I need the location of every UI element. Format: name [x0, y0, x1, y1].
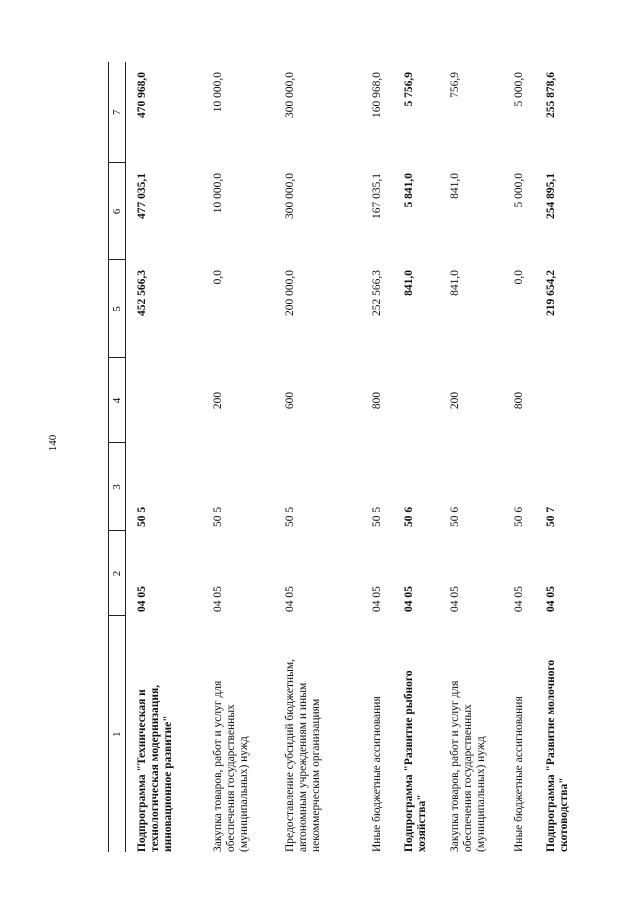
- row-value-5: 219 654,2: [545, 270, 557, 316]
- row-value-6: 841,0: [449, 173, 461, 199]
- row-name: Подпрограмма "Техническая и технологическая модернизация, инновационное развитие": [136, 684, 174, 852]
- row-name: Иные бюджетные ассигнования: [513, 696, 525, 852]
- table-row: [274, 62, 361, 852]
- row-name: Закупка товаров, работ и услуг для обеспечения государственных (муниципальных) нужд: [212, 680, 250, 852]
- row-value-5: 0,0: [212, 270, 224, 285]
- table-row: [503, 62, 535, 852]
- row-value-5: 452 566,3: [136, 270, 148, 316]
- row-program: 50 5: [371, 506, 383, 527]
- row-type: [535, 358, 577, 443]
- row-program: 50 5: [212, 506, 224, 527]
- header-col-1: 1: [109, 616, 126, 852]
- row-value-5: 200 000,0: [284, 270, 296, 316]
- row-name: Предоставление субсидий бюджетным, автономным учреждениям и иным некоммерческим организациям: [284, 658, 322, 852]
- row-value-6: 300 000,0: [284, 173, 296, 219]
- row-code: 04 05: [513, 586, 525, 612]
- header-col-5: 5: [109, 260, 126, 358]
- row-code: 04 05: [212, 586, 224, 612]
- table-row: [202, 62, 274, 852]
- row-value-5: 252 566,3: [371, 270, 383, 316]
- row-program: 50 5: [136, 506, 148, 527]
- row-code: 04 05: [371, 586, 383, 612]
- row-type: 800: [513, 391, 525, 410]
- budget-table: [108, 62, 577, 852]
- row-value-6: 10 000,0: [212, 173, 224, 214]
- row-value-6: 254 895,1: [545, 173, 557, 219]
- header-row: [109, 62, 126, 852]
- row-type: 600: [284, 391, 296, 410]
- page-number: 140: [47, 434, 59, 452]
- header-col-2: 2: [109, 531, 126, 616]
- row-program: 50 6: [449, 506, 461, 527]
- row-value-6: 5 841,0: [403, 173, 415, 208]
- document-sheet: [108, 62, 628, 852]
- row-name: Закупка товаров, работ и услуг для обеспечения государственных (муниципальных) нужд: [449, 680, 487, 852]
- header-col-4: 4: [109, 358, 126, 443]
- row-name: Иные бюджетные ассигнования: [371, 696, 383, 852]
- row-value-6: 167 035,1: [371, 173, 383, 219]
- row-value-7: 300 000,0: [284, 72, 296, 118]
- table-row: [439, 62, 503, 852]
- row-value-5: 841,0: [403, 270, 415, 296]
- row-value-7: 160 968,0: [371, 72, 383, 118]
- header-col-6: 6: [109, 163, 126, 260]
- row-code: 04 05: [136, 586, 148, 612]
- row-program: 50 5: [284, 506, 296, 527]
- row-program: 50 6: [513, 506, 525, 527]
- row-code: 04 05: [284, 586, 296, 612]
- row-value-7: 255 878,6: [545, 72, 557, 118]
- header-col-7: 7: [109, 62, 126, 163]
- row-type: [126, 358, 203, 443]
- row-name: Подпрограмма "Развитие молочного скотоводства": [545, 659, 570, 852]
- row-type: [393, 358, 439, 443]
- row-code: 04 05: [449, 586, 461, 612]
- row-code: 04 05: [545, 586, 557, 612]
- table-row: [535, 62, 577, 852]
- row-value-7: 756,9: [449, 72, 461, 98]
- row-type: 200: [449, 391, 461, 410]
- row-value-7: 10 000,0: [212, 72, 224, 113]
- row-value-7: 5 000,0: [513, 72, 525, 107]
- table-row: [361, 62, 393, 852]
- row-value-7: 470 968,0: [136, 72, 148, 118]
- row-program: 50 6: [403, 506, 415, 527]
- table-row: [126, 62, 203, 852]
- row-value-6: 5 000,0: [513, 173, 525, 208]
- row-name: Подпрограмма "Развитие рыбного хозяйства": [403, 670, 428, 852]
- table-row: [393, 62, 439, 852]
- row-value-5: 841,0: [449, 270, 461, 296]
- row-type: 800: [371, 391, 383, 410]
- row-value-7: 5 756,9: [403, 72, 415, 107]
- row-type: 200: [212, 391, 224, 410]
- row-program: 50 7: [545, 506, 557, 527]
- header-col-3: 3: [109, 443, 126, 531]
- row-value-5: 0,0: [513, 270, 525, 285]
- row-value-6: 477 035,1: [136, 173, 148, 219]
- row-code: 04 05: [403, 586, 415, 612]
